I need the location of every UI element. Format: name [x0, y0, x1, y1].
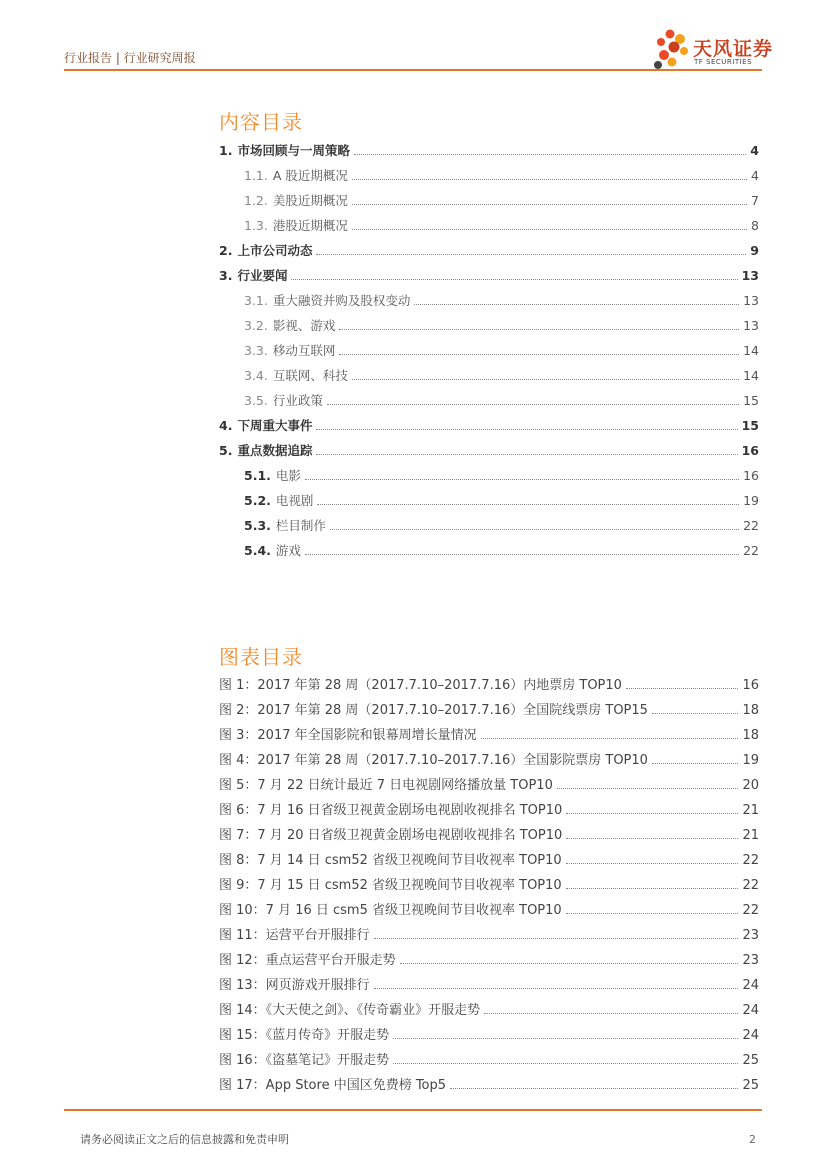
contents-entry-label: 互联网、科技: [272, 368, 348, 383]
figures-title: 图表目录: [219, 645, 303, 669]
contents-entry-label: 上市公司动态: [237, 243, 313, 258]
figure-entry-page: 18: [742, 728, 759, 743]
contents-entry-page: 9: [750, 243, 759, 258]
contents-entry-number: 3.3.: [244, 343, 268, 358]
figure-entry[interactable]: [219, 899, 759, 917]
contents-entry-number: 5.1.: [244, 468, 271, 483]
figure-entry-label: 图 16：《盗墓笔记》开服走势: [219, 1053, 390, 1068]
contents-entry-page: 13: [741, 268, 759, 283]
figure-entry-label: 图 13：网页游戏开服排行: [219, 978, 370, 993]
figure-entry[interactable]: [219, 774, 759, 792]
footer-disclaimer: 请务必阅读正文之后的信息披露和免责申明: [80, 1133, 289, 1146]
figure-entry-label: 图 12：重点运营平台开服走势: [219, 953, 396, 968]
figure-entry[interactable]: [219, 724, 759, 742]
figure-entry-page: 24: [742, 978, 759, 993]
contents-entry-page: 22: [743, 543, 759, 558]
contents-entry-page: 4: [750, 143, 759, 158]
figure-entry-page: 25: [742, 1078, 759, 1093]
company-logo: [650, 25, 774, 73]
contents-entry-number: 4.: [219, 418, 233, 433]
figure-entry[interactable]: [219, 974, 759, 992]
figure-entry[interactable]: [219, 699, 759, 717]
leader-dots: [414, 304, 739, 305]
contents-entry-number: 5.4.: [244, 543, 271, 558]
leader-dots: [291, 279, 737, 280]
figure-entry-page: 19: [742, 753, 759, 768]
figure-entry-page: 23: [742, 953, 759, 968]
leader-dots: [339, 329, 739, 330]
leader-dots: [327, 404, 739, 405]
leader-dots: [305, 554, 739, 555]
figure-entry-label: 图 14：《大天使之剑》、《传奇霸业》开服走势: [219, 1003, 481, 1018]
footer-divider: [64, 1109, 762, 1111]
contents-entry-page: 16: [741, 443, 759, 458]
figure-entry-label: 图 11：运营平台开服排行: [219, 928, 370, 943]
leader-dots: [393, 1038, 738, 1039]
contents-entry-page: 15: [743, 393, 759, 408]
leader-dots: [450, 1088, 738, 1089]
contents-entry[interactable]: [219, 266, 759, 284]
contents-entry[interactable]: [244, 191, 759, 209]
contents-entry-label: 游戏: [275, 543, 301, 558]
figure-entry[interactable]: [219, 749, 759, 767]
contents-entry[interactable]: [244, 291, 759, 309]
contents-entry-number: 2.: [219, 243, 233, 258]
logo-flower-icon: [650, 25, 694, 73]
contents-entry[interactable]: [244, 466, 759, 484]
contents-entry[interactable]: [244, 166, 759, 184]
leader-dots: [652, 713, 739, 714]
leader-dots: [354, 154, 746, 155]
contents-entry-label: 下周重大事件: [237, 418, 313, 433]
figure-entry-page: 22: [742, 903, 759, 918]
contents-entry-number: 1.3.: [244, 218, 268, 233]
figure-entry-label: 图 7：7 月 20 日省级卫视黄金剧场电视剧收视排名 TOP10: [219, 828, 563, 843]
page-number: 2: [749, 1133, 756, 1146]
figure-entry-page: 18: [742, 703, 759, 718]
contents-entry[interactable]: [244, 341, 759, 359]
contents-entry-label: 栏目制作: [275, 518, 326, 533]
contents-entry-number: 1.: [219, 143, 233, 158]
leader-dots: [566, 838, 738, 839]
leader-dots: [316, 429, 737, 430]
figure-entry-page: 21: [742, 803, 759, 818]
contents-entry[interactable]: [244, 391, 759, 409]
leader-dots: [352, 229, 747, 230]
leader-dots: [339, 354, 739, 355]
figure-entry-label: 图 2：2017 年第 28 周（2017.7.10–2017.7.16）全国院线票房 TOP15: [219, 703, 648, 718]
contents-entry-number: 1.1.: [244, 168, 268, 183]
figure-entry[interactable]: [219, 1024, 759, 1042]
leader-dots: [374, 988, 739, 989]
figure-entry[interactable]: [219, 949, 759, 967]
leader-dots: [566, 863, 739, 864]
leader-dots: [566, 888, 739, 889]
figure-entry[interactable]: [219, 924, 759, 942]
figure-entry-page: 24: [742, 1028, 759, 1043]
contents-entry-number: 1.2.: [244, 193, 268, 208]
leader-dots: [316, 254, 746, 255]
contents-title: 内容目录: [219, 110, 303, 134]
contents-entry-number: 5.3.: [244, 518, 271, 533]
contents-entry-label: 港股近期概况: [272, 218, 348, 233]
contents-entry-page: 7: [751, 193, 759, 208]
contents-entry-page: 22: [743, 518, 759, 533]
contents-entry-label: 行业政策: [272, 393, 323, 408]
contents-entry-number: 3.2.: [244, 318, 268, 333]
leader-dots: [352, 379, 739, 380]
contents-entry-label: 市场回顾与一周策略: [237, 143, 350, 158]
leader-dots: [374, 938, 739, 939]
header-divider: [64, 69, 762, 71]
contents-entry-number: 3.5.: [244, 393, 268, 408]
figure-entry[interactable]: [219, 1049, 759, 1067]
leader-dots: [352, 179, 747, 180]
contents-entry-label: 电视剧: [275, 493, 314, 508]
contents-entry-number: 3.: [219, 268, 233, 283]
contents-entry-page: 19: [743, 493, 759, 508]
figure-entry[interactable]: [219, 674, 759, 692]
leader-dots: [400, 963, 739, 964]
logo-text-en: TF SECURITIES: [694, 58, 753, 66]
contents-entry[interactable]: [219, 441, 759, 459]
figure-entry[interactable]: [219, 1074, 759, 1092]
contents-entry-page: 16: [743, 468, 759, 483]
figure-entry-page: 22: [742, 878, 759, 893]
figure-entry-page: 16: [742, 678, 759, 693]
figure-entry-page: 21: [742, 828, 759, 843]
leader-dots: [652, 763, 739, 764]
figure-entry[interactable]: [219, 849, 759, 867]
contents-entry[interactable]: [244, 316, 759, 334]
leader-dots: [484, 1013, 738, 1014]
contents-entry-page: 14: [743, 368, 759, 383]
leader-dots: [316, 454, 737, 455]
figure-entry-label: 图 17：App Store 中国区免费榜 Top5: [219, 1078, 447, 1093]
figure-entry-page: 24: [742, 1003, 759, 1018]
contents-entry-page: 15: [741, 418, 759, 433]
leader-dots: [393, 1063, 738, 1064]
contents-entry-label: 电影: [275, 468, 301, 483]
figure-entry[interactable]: [219, 824, 759, 842]
contents-entry-label: 影视、游戏: [272, 318, 336, 333]
figure-entry-page: 23: [742, 928, 759, 943]
contents-entry[interactable]: [244, 216, 759, 234]
leader-dots: [566, 813, 738, 814]
contents-entry[interactable]: [219, 241, 759, 259]
leader-dots: [305, 479, 739, 480]
leader-dots: [481, 738, 739, 739]
logo-text-cn: 天风证券: [693, 38, 774, 60]
contents-entry[interactable]: [244, 491, 759, 509]
contents-entry-label: 移动互联网: [272, 343, 336, 358]
contents-entry-page: 13: [743, 318, 759, 333]
contents-entry-page: 13: [743, 293, 759, 308]
figure-entry-label: 图 5：7 月 22 日统计最近 7 日电视剧网络播放量 TOP10: [219, 778, 553, 793]
contents-entry[interactable]: [244, 516, 759, 534]
contents-entry-label: A 股近期概况: [272, 168, 348, 183]
report-category: 行业报告 | 行业研究周报: [64, 51, 196, 65]
leader-dots: [626, 688, 739, 689]
figure-entry-label: 图 4：2017 年第 28 周（2017.7.10–2017.7.16）全国影院票房 TOP10: [219, 753, 648, 768]
figure-entry[interactable]: [219, 999, 759, 1017]
figure-entry-label: 图 10：7 月 16 日 csm5 省级卫视晚间节目收视率 TOP10: [219, 903, 562, 918]
leader-dots: [566, 913, 739, 914]
contents-entry-number: 5.: [219, 443, 233, 458]
contents-entry-page: 8: [751, 218, 759, 233]
figure-entry-label: 图 3：2017 年全国影院和银幕周增长量情况: [219, 728, 477, 743]
contents-entry[interactable]: [219, 416, 759, 434]
contents-entry-label: 重大融资并购及股权变动: [272, 293, 411, 308]
contents-entry-page: 4: [751, 168, 759, 183]
figure-entry-page: 22: [742, 853, 759, 868]
contents-entry-label: 重点数据追踪: [237, 443, 313, 458]
contents-entry-page: 14: [743, 343, 759, 358]
figure-entry-page: 25: [742, 1053, 759, 1068]
figure-entry-label: 图 6：7 月 16 日省级卫视黄金剧场电视剧收视排名 TOP10: [219, 803, 563, 818]
leader-dots: [557, 788, 739, 789]
contents-entry[interactable]: [219, 141, 759, 159]
figure-entry-label: 图 9：7 月 15 日 csm52 省级卫视晚间节目收视率 TOP10: [219, 878, 562, 893]
contents-entry[interactable]: [244, 366, 759, 384]
leader-dots: [317, 504, 739, 505]
contents-entry-number: 3.4.: [244, 368, 268, 383]
leader-dots: [330, 529, 739, 530]
contents-entry-label: 美股近期概况: [272, 193, 348, 208]
contents-entry[interactable]: [244, 541, 759, 559]
figure-entry-label: 图 15：《蓝月传奇》开服走势: [219, 1028, 390, 1043]
contents-entry-number: 5.2.: [244, 493, 271, 508]
figure-entry[interactable]: [219, 874, 759, 892]
contents-entry-number: 3.1.: [244, 293, 268, 308]
contents-entry-label: 行业要闻: [237, 268, 288, 283]
figure-entry-page: 20: [742, 778, 759, 793]
figure-entry[interactable]: [219, 799, 759, 817]
figure-entry-label: 图 8：7 月 14 日 csm52 省级卫视晚间节目收视率 TOP10: [219, 853, 562, 868]
figure-entry-label: 图 1：2017 年第 28 周（2017.7.10–2017.7.16）内地票房 TOP10: [219, 678, 622, 693]
leader-dots: [352, 204, 747, 205]
